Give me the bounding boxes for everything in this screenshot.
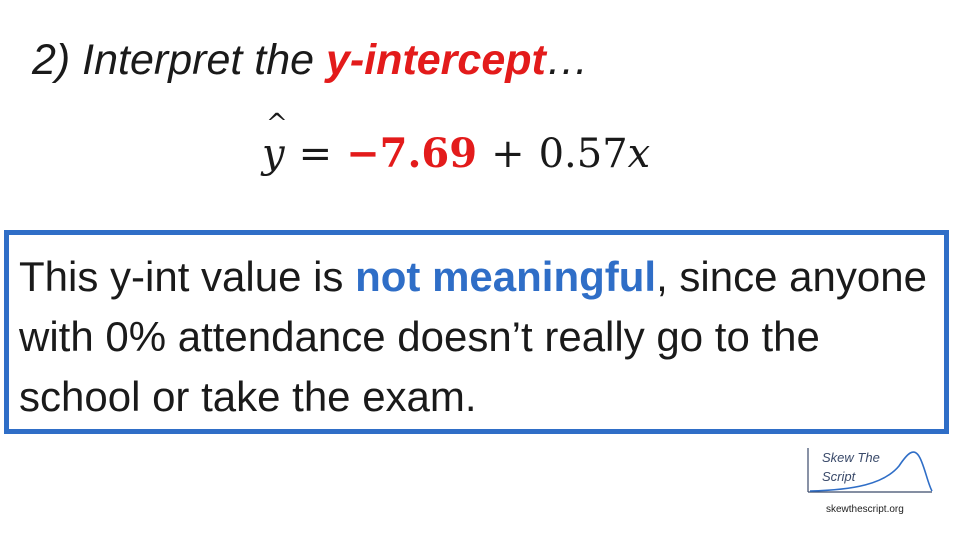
equation-variable: x xyxy=(627,131,651,177)
equation-equals: = xyxy=(298,131,333,177)
logo-line2: Script xyxy=(822,469,856,484)
equation-intercept: −7.69 xyxy=(346,130,478,177)
answer-emphasis: not meaningful xyxy=(355,253,657,300)
regression-equation xyxy=(262,130,650,177)
equation-lhs: ^ y xyxy=(262,131,285,177)
slide-title xyxy=(32,36,589,85)
answer-after: , since anyone with 0% attendance doesn’t really go to the school or take the exam. xyxy=(19,253,927,420)
answer-before: This y-int value is xyxy=(19,253,356,300)
answer-box xyxy=(4,230,949,434)
equation-plus: + xyxy=(491,131,525,177)
title-suffix: … xyxy=(545,36,589,84)
equation-slope: 0.57 xyxy=(538,131,628,177)
logo-url[interactable]: skewthescript.org xyxy=(826,504,904,515)
logo-line1: Skew The xyxy=(822,450,880,465)
title-prefix: 2) Interpret the xyxy=(32,36,326,84)
title-highlight: y-intercept xyxy=(326,36,546,84)
